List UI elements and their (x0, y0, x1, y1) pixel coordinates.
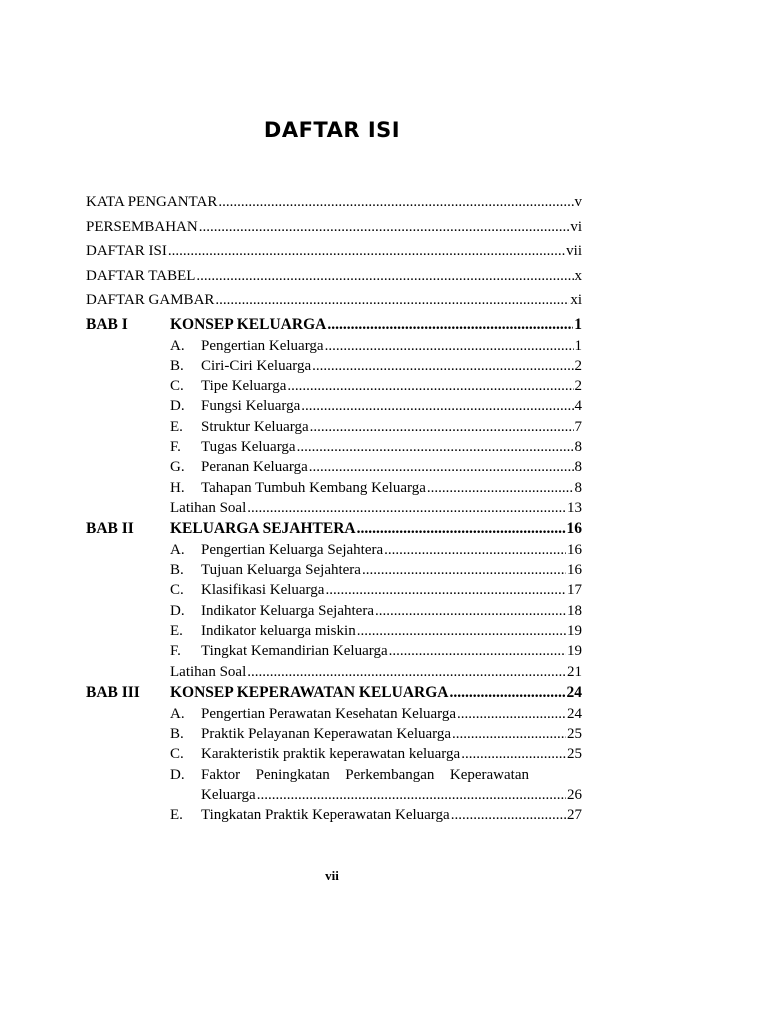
dot-leader (312, 356, 573, 376)
item-letter: E. (170, 418, 183, 435)
toc-entry-daftar-isi[interactable] (86, 241, 582, 266)
item-letter: B. (170, 562, 184, 579)
dot-leader (362, 560, 566, 580)
item-page: 4 (574, 398, 582, 415)
toc-item[interactable] (86, 580, 582, 600)
dot-leader (257, 785, 566, 805)
item-letter: F. (170, 643, 181, 660)
item-letter: G. (170, 459, 185, 476)
item-page: 27 (567, 807, 582, 824)
dot-leader (247, 662, 566, 682)
dot-leader (287, 376, 573, 396)
item-label: Latihan Soal (170, 663, 247, 680)
toc-entry-label: DAFTAR GAMBAR (86, 292, 215, 308)
dot-leader (357, 621, 566, 641)
item-label: Struktur Keluarga (201, 418, 309, 435)
item-label: Indikator Keluarga Sejahtera (201, 602, 374, 619)
toc-item[interactable] (86, 457, 582, 477)
item-label: Pengertian Keluarga Sejahtera (201, 541, 384, 558)
dot-leader (218, 192, 573, 212)
item-page: 21 (567, 663, 582, 680)
item-page: 16 (567, 562, 582, 579)
toc-item[interactable] (86, 641, 582, 661)
page-title: DAFTAR ISI (263, 118, 401, 142)
item-label: Latihan Soal (170, 499, 247, 516)
item-page: 25 (567, 746, 582, 763)
item-label: Tugas Keluarga (201, 438, 296, 455)
item-page: 24 (567, 705, 582, 722)
dot-leader (327, 315, 573, 335)
item-page: 1 (574, 337, 582, 354)
toc-chapter-bab-i[interactable] (86, 315, 582, 336)
chapter-number: BAB III (86, 683, 140, 701)
item-label: Tujuan Keluarga Sejahtera (201, 562, 361, 579)
dot-leader (457, 704, 566, 724)
toc-entry-page: vii (566, 243, 582, 259)
dot-leader (357, 519, 566, 539)
chapter-title: KONSEP KELUARGA (170, 315, 327, 333)
toc-item[interactable] (86, 417, 582, 437)
dot-leader (389, 641, 566, 661)
item-letter: C. (170, 746, 184, 763)
chapter-page: 24 (566, 683, 582, 701)
toc-item[interactable] (86, 560, 582, 580)
item-letter: H. (170, 479, 185, 496)
toc-entry-page: x (574, 267, 582, 284)
toc-item[interactable] (86, 376, 582, 396)
dot-leader (452, 724, 566, 744)
dot-leader (215, 290, 569, 310)
toc-entry-page: v (574, 194, 582, 210)
toc-chapter-bab-iii[interactable] (86, 683, 582, 704)
dot-leader (449, 683, 565, 703)
item-page: 8 (574, 438, 582, 455)
item-label: Ciri-Ciri Keluarga (201, 357, 312, 374)
item-label: Pengertian Perawatan Kesehatan Keluarga (201, 705, 457, 722)
chapter-page: 1 (574, 315, 582, 333)
item-label: Praktik Pelayanan Keperawatan Keluarga (201, 725, 452, 742)
dot-leader (309, 457, 574, 477)
chapter-number: BAB I (86, 315, 128, 333)
toc-entry-label: DAFTAR TABEL (86, 267, 196, 284)
dot-leader (375, 601, 566, 621)
item-page: 7 (574, 418, 582, 435)
item-label: Fungsi Keluarga (201, 398, 301, 415)
item-letter: E. (170, 623, 183, 640)
item-letter: B. (170, 725, 184, 742)
dot-leader (168, 241, 565, 261)
item-label: Klasifikasi Keluarga (201, 582, 325, 599)
dot-leader (196, 266, 573, 286)
toc-item[interactable] (86, 437, 582, 457)
item-label: Indikator keluarga miskin (201, 623, 356, 640)
toc-entry-kata-pengantar[interactable] (86, 192, 582, 217)
toc-entry-label: PERSEMBAHAN (86, 218, 198, 235)
toc-entry-label: KATA PENGANTAR (86, 194, 218, 210)
toc-entry-daftar-tabel[interactable] (86, 266, 582, 291)
item-page: 26 (567, 786, 582, 803)
item-label: Tingkat Kemandirian Keluarga (201, 643, 388, 660)
toc-chapter-bab-ii[interactable] (86, 519, 582, 540)
item-label: Pengertian Keluarga (201, 337, 324, 354)
toc-item[interactable] (86, 601, 582, 621)
toc-item-continued[interactable] (86, 785, 582, 805)
toc-entry-daftar-gambar[interactable] (86, 290, 582, 315)
item-page: 19 (567, 623, 582, 640)
item-label: Karakteristik praktik keperawatan keluarga (201, 746, 461, 763)
item-page: 25 (567, 725, 582, 742)
item-letter: E. (170, 807, 183, 824)
item-letter: D. (170, 602, 185, 619)
item-letter: D. (170, 766, 185, 783)
chapter-title: KONSEP KEPERAWATAN KELUARGA (170, 683, 449, 701)
item-page: 8 (574, 479, 582, 496)
dot-leader (427, 478, 574, 498)
item-page: 2 (574, 378, 582, 395)
item-page: 16 (567, 541, 582, 558)
item-letter: C. (170, 582, 184, 599)
item-letter: C. (170, 378, 184, 395)
item-letter: D. (170, 398, 185, 415)
toc-item[interactable] (86, 744, 582, 764)
dot-leader (325, 580, 566, 600)
toc-latihan-soal[interactable] (86, 498, 582, 519)
item-letter: A. (170, 541, 185, 558)
item-letter: B. (170, 357, 184, 374)
toc-entry-page: xi (570, 292, 582, 308)
item-letter: A. (170, 705, 185, 722)
dot-leader (297, 437, 574, 457)
toc-item[interactable] (86, 356, 582, 376)
dot-leader (310, 417, 574, 437)
item-label: Tahapan Tumbuh Kembang Keluarga (201, 479, 426, 496)
toc-item[interactable] (86, 621, 582, 641)
chapter-page: 16 (566, 519, 582, 537)
toc-item[interactable] (86, 396, 582, 416)
item-page: 18 (567, 602, 582, 619)
dot-leader (384, 540, 566, 560)
table-of-contents (86, 192, 582, 825)
item-letter: A. (170, 337, 185, 354)
item-label-continued: Keluarga (201, 786, 256, 803)
toc-latihan-soal[interactable] (86, 662, 582, 683)
dot-leader (451, 805, 566, 825)
toc-item[interactable] (86, 805, 582, 825)
chapter-title: KELUARGA SEJAHTERA (170, 519, 356, 537)
toc-item[interactable] (86, 724, 582, 744)
item-page: 17 (567, 582, 582, 599)
toc-entry-page: vi (570, 218, 582, 235)
dot-leader (325, 336, 574, 356)
item-page: 2 (574, 357, 582, 374)
toc-item[interactable] (86, 540, 582, 560)
chapter-number: BAB II (86, 519, 134, 537)
item-label: Tipe Keluarga (201, 378, 287, 395)
toc-entry-label: DAFTAR ISI (86, 243, 167, 259)
toc-item[interactable] (86, 478, 582, 498)
item-letter: F. (170, 438, 181, 455)
item-label: Faktor Peningkatan Perkembangan Keperawatan (201, 766, 529, 783)
item-label: Peranan Keluarga (201, 459, 308, 476)
toc-item[interactable] (86, 336, 582, 356)
dot-leader (301, 396, 573, 416)
item-page: 19 (567, 643, 582, 660)
page-number: vii (325, 868, 339, 883)
toc-item[interactable] (86, 765, 582, 785)
dot-leader (247, 498, 566, 518)
dot-leader (461, 744, 566, 764)
dot-leader (199, 217, 570, 237)
toc-item[interactable] (86, 704, 582, 724)
toc-entry-persembahan[interactable] (86, 217, 582, 242)
item-page: 8 (574, 459, 582, 476)
item-page: 13 (567, 499, 582, 516)
item-label: Tingkatan Praktik Keperawatan Keluarga (201, 807, 450, 824)
